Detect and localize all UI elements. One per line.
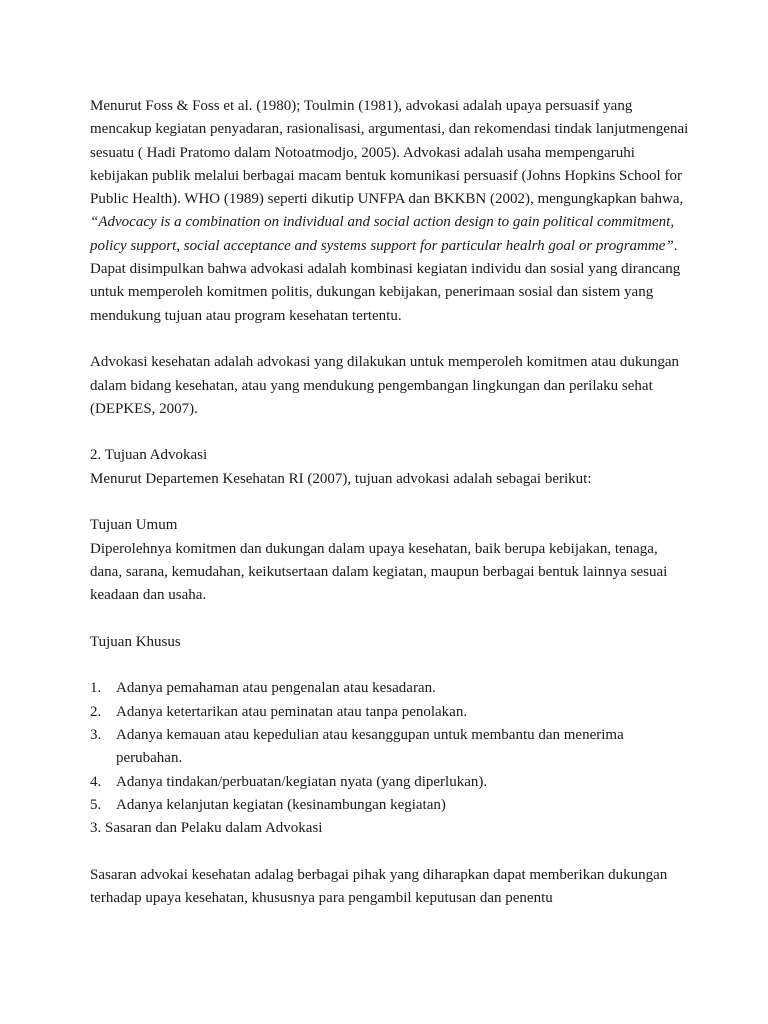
advocacy-quote: “Advocacy is a combination on individual and social action design to gain political commitment, policy support, social acceptance and systems support for particular healrh goal or programme” [90,214,675,254]
heading-tujuan-advokasi: 2. Tujuan Advokasi [90,447,208,464]
document-body [90,95,690,910]
paragraph-sasaran: Sasaran advokai kesehatan adalag berbagai pihak yang diharapkan dapat memberikan dukungan terhadap upaya kesehatan, khususnya para pengambil keputusan dan penentu [90,866,668,907]
paragraph-definition-text: Menurut Foss & Foss et al. (1980); Toulmin (1981), advokasi adalah upaya persuasif yang mencakup kegiatan penyadaran, rasionalisasi, argumentasi, dan rekomendasi tindak lanjutmengenai sesuatu ( Hadi Pratomo dalam Notoatmodjo, 2005). Advokasi adalah usaha mempengaruhi kebijakan publik melalui berbagai macam bentuk komunikasi persuasif (Johns Hopkins School for Public Health). WHO (1989) seperti dikutip UNFPA dan BKKBN (2002), mengungkapkan bahwa, [90,98,689,208]
list-item-number: 4. [90,773,102,790]
list-item-number: 3. [90,727,102,744]
list-item-text: Adanya kemauan atau kepedulian atau kesanggupan untuk membantu dan menerima perubahan. [116,727,624,767]
heading-tujuan-khusus: Tujuan Khusus [90,633,181,650]
spacer [90,491,690,514]
list-item-number: 5. [90,796,102,813]
list-item-text: Adanya pemahaman atau pengenalan atau kesadaran. [116,680,436,697]
list-item-text: Adanya kelanjutan kegiatan (kesinambungan kegiatan) [116,796,446,813]
list-item-text: Adanya ketertarikan atau peminatan atau tanpa penolakan. [116,703,468,720]
paragraph-tujuan-intro: Menurut Departemen Kesehatan RI (2007), tujuan advokasi adalah sebagai berikut: [90,470,592,487]
list-item [90,724,690,771]
heading-tujuan-umum: Tujuan Umum [90,517,178,534]
list-item [90,794,690,817]
tujuan-khusus-list [90,677,690,817]
paragraph-definition [90,95,690,258]
list-item [90,771,690,794]
heading-sasaran-pelaku: 3. Sasaran dan Pelaku dalam Advokasi [90,820,323,837]
list-item-text: Adanya tindakan/perbuatan/kegiatan nyata (yang diperlukan). [116,773,488,790]
spacer [90,328,690,351]
list-item [90,677,690,700]
list-item [90,701,690,724]
paragraph-health-advocacy: Advokasi kesehatan adalah advokasi yang dilakukan untuk memperoleh komitmen atau dukungan dalam bidang kesehatan, atau yang mendukung pengembangan lingkungan dan perilaku sehat (DEPKES, 2007). [90,354,680,417]
paragraph-conclusion: Dapat disimpulkan bahwa advokasi adalah kombinasi kegiatan individu dan sosial yang dirancang untuk memperoleh komitmen politis, dukungan kebijakan, penerimaan sosial dan sistem yang mendukung tujuan atau program kesehatan tertentu. [90,261,681,324]
spacer [90,608,690,631]
spacer [90,421,690,444]
paragraph-tujuan-umum: Diperolehnya komitmen dan dukungan dalam upaya kesehatan, baik berupa kebijakan, tenaga, dana, sarana, kemudahan, keikutsertaan dalam kegiatan, maupun berbagai bentuk lainnya sesuai keadaan dan usaha. [90,540,668,604]
paragraph-definition-end: . [673,237,678,254]
spacer [90,654,690,677]
list-item-number: 1. [90,680,102,697]
spacer [90,841,690,864]
list-item-number: 2. [90,703,102,720]
